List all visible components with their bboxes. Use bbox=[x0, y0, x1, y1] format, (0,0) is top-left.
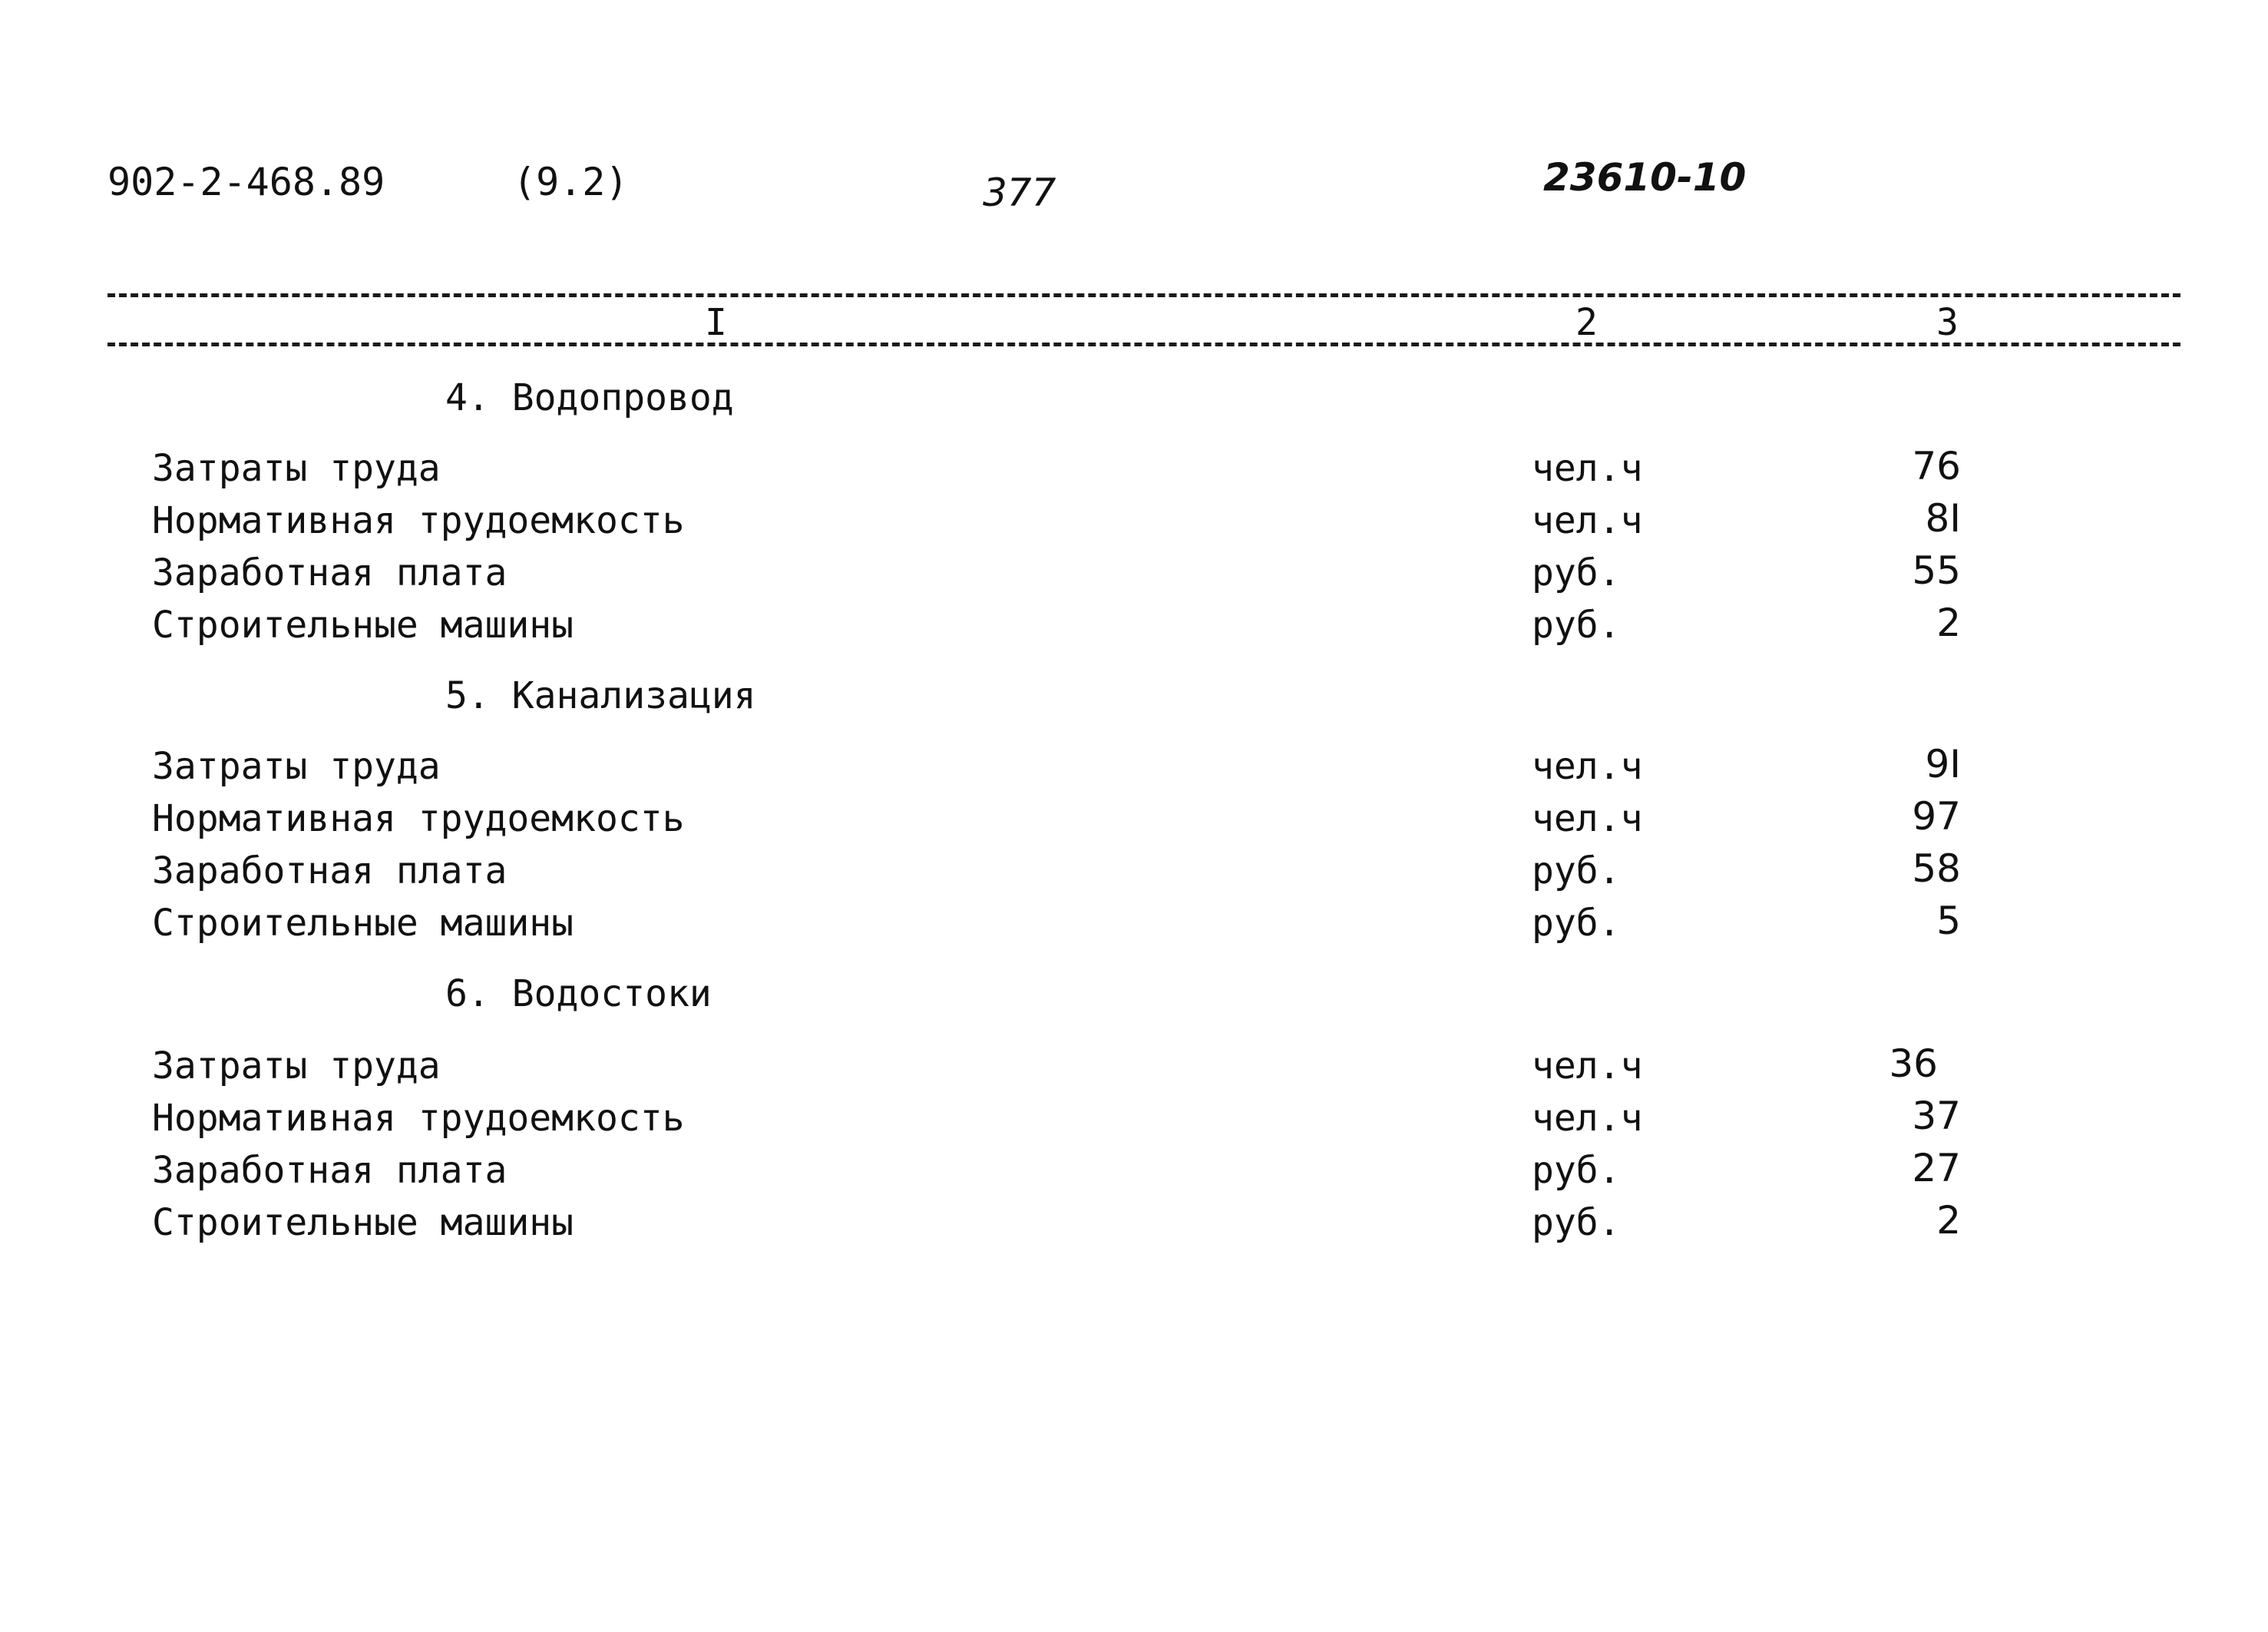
row-value: 58 bbox=[1912, 846, 1961, 891]
row-unit: руб. bbox=[1532, 849, 1621, 892]
row-value: 2 bbox=[1936, 601, 1961, 645]
row-value: 9I bbox=[1925, 742, 1961, 786]
row-label: Заработная плата bbox=[152, 849, 507, 892]
row-label: Затраты труда bbox=[152, 745, 441, 788]
row-unit: чел.ч bbox=[1532, 1044, 1643, 1087]
row-label: Затраты труда bbox=[152, 447, 441, 490]
row-label: Строительные машины bbox=[152, 902, 574, 945]
row-unit: руб. bbox=[1532, 902, 1621, 945]
row-value: 97 bbox=[1912, 794, 1961, 839]
row-value: 8I bbox=[1925, 496, 1961, 541]
row-label: Нормативная трудоемкость bbox=[152, 499, 685, 542]
row-unit: руб. bbox=[1532, 551, 1621, 594]
row-value: 5 bbox=[1936, 899, 1961, 943]
column-header-3: 3 bbox=[1927, 304, 1968, 341]
row-value: 55 bbox=[1912, 548, 1961, 593]
row-unit: руб. bbox=[1532, 1149, 1621, 1192]
row-label: Заработная плата bbox=[152, 1149, 507, 1192]
page-number: 377 bbox=[983, 170, 1056, 215]
row-label: Строительные машины bbox=[152, 604, 574, 647]
table-header-rule bbox=[107, 343, 2180, 346]
row-unit: чел.ч bbox=[1532, 499, 1643, 542]
section-title-sewerage: 5. Канализация bbox=[445, 674, 756, 717]
document-code: 902-2-468.89 bbox=[107, 160, 385, 204]
row-value: 37 bbox=[1912, 1094, 1961, 1138]
row-value: 76 bbox=[1912, 444, 1961, 488]
row-unit: чел.ч bbox=[1532, 797, 1643, 840]
section-title-drains: 6. Водостоки bbox=[445, 972, 712, 1015]
sheet-reference: (9.2) bbox=[513, 160, 629, 204]
row-label: Строительные машины bbox=[152, 1201, 574, 1244]
row-label: Нормативная трудоемкость bbox=[152, 1097, 685, 1140]
row-unit: чел.ч bbox=[1532, 745, 1643, 788]
row-label: Заработная плата bbox=[152, 551, 507, 594]
row-label: Затраты труда bbox=[152, 1044, 441, 1087]
row-label: Нормативная трудоемкость bbox=[152, 797, 685, 840]
row-value: 27 bbox=[1912, 1146, 1961, 1190]
row-unit: чел.ч bbox=[1532, 1097, 1643, 1140]
row-value: 2 bbox=[1936, 1198, 1961, 1243]
inventory-number: 23610-10 bbox=[1543, 155, 1747, 200]
row-unit: руб. bbox=[1532, 1201, 1621, 1244]
row-unit: чел.ч bbox=[1532, 447, 1643, 490]
column-header-1: I bbox=[696, 304, 736, 341]
column-header-2: 2 bbox=[1566, 304, 1607, 341]
section-title-water-supply: 4. Водопровод bbox=[445, 376, 734, 419]
row-value: 36 bbox=[1889, 1041, 1938, 1086]
table-top-rule bbox=[107, 293, 2180, 297]
row-unit: руб. bbox=[1532, 604, 1621, 647]
